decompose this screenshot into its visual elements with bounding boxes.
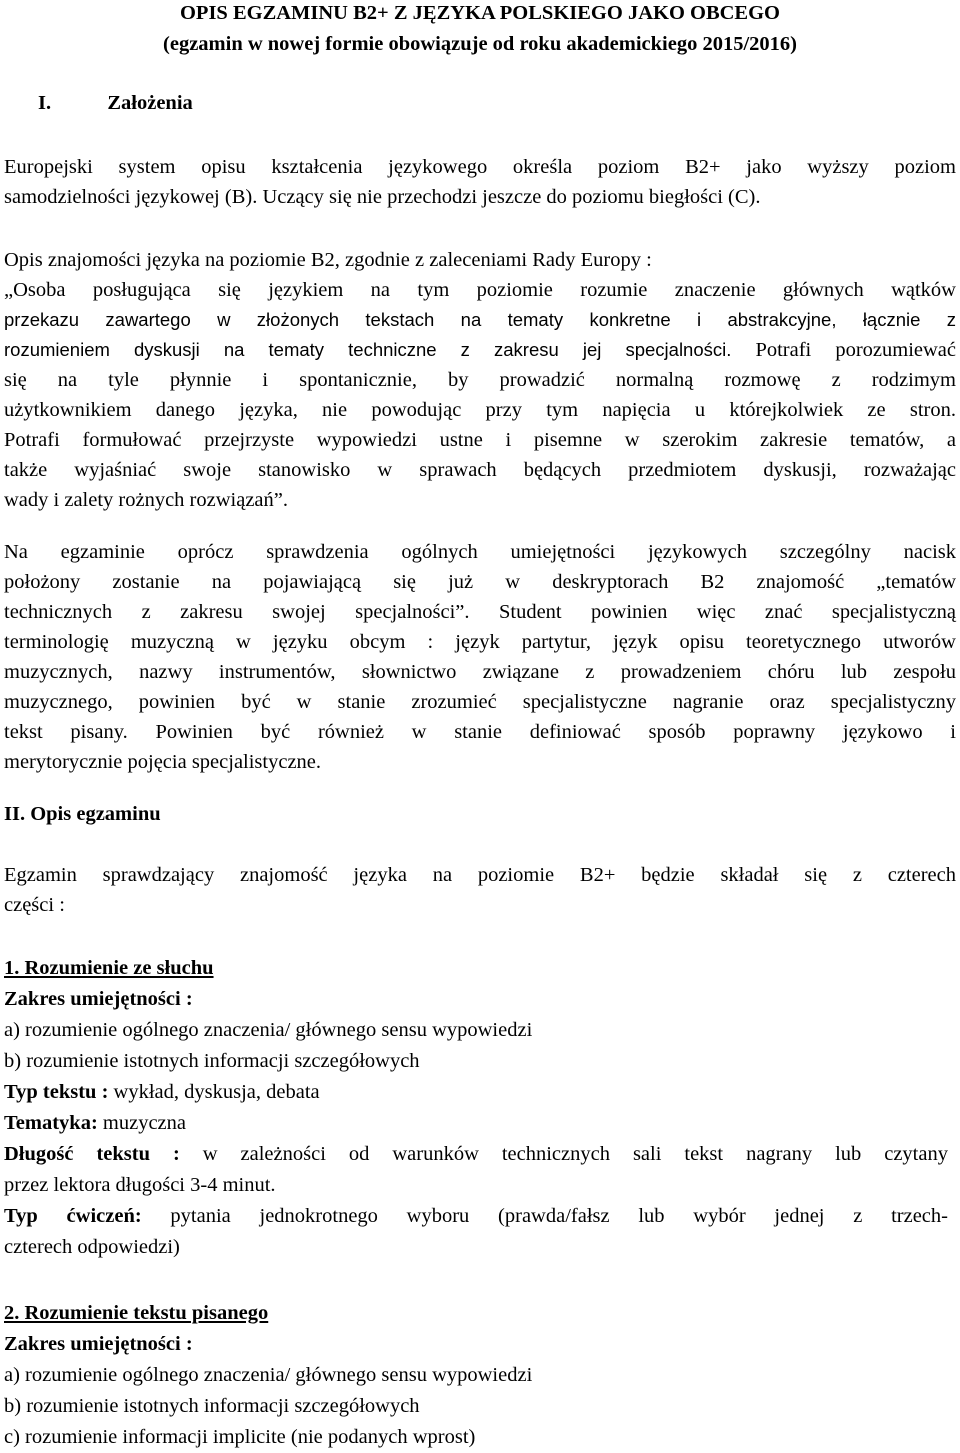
text-line: Potrafi formułować przejrzyste wypowiedzi ustne i pisemne w szerokim zakresie tematów, a: [4, 429, 956, 451]
text-fragment: rozumieniem dyskusji na tematy techniczne z zakresu jej specjalności.: [4, 339, 732, 360]
text-line: Na egzaminie oprócz sprawdzenia ogólnych umiejętności językowych szczególny nacisk: [4, 541, 956, 563]
part-2-block: [0, 1298, 960, 1453]
title-line-1: OPIS EGZAMINU B2+ Z JĘZYKA POLSKIEGO JAKO OBCEGO: [179, 2, 780, 24]
part-2-heading: 2. Rozumienie tekstu pisanego: [4, 1302, 269, 1324]
part-2-skill-a: a) rozumienie ogólnego znaczenia/ głównego sensu wypowiedzi: [4, 1364, 533, 1386]
text-line: muzycznego, powinien być w stanie zrozumieć specjalistyczne nagranie oraz specjalistyczny: [4, 691, 956, 713]
text-line: tekst pisany. Powinien być również w stanie definiować sposób poprawny językowo i: [4, 721, 956, 743]
text-line: części :: [4, 894, 65, 916]
section-1-number: I.: [38, 92, 52, 114]
text-line: Opis znajomości języka na poziomie B2, zgodnie z zaleceniami Rady Europy :: [4, 249, 652, 271]
part-2-skill-c: c) rozumienie informacji implicite (nie podanych wprost): [4, 1426, 476, 1448]
part-1-exercise-cont: czterech odpowiedzi): [4, 1236, 180, 1258]
text-line: Europejski system opisu kształcenia językowego określa poziom B2+ jako wyższy poziom: [4, 156, 956, 178]
text-fragment: Potrafi porozumiewać: [731, 339, 956, 361]
text-type-label: Typ tekstu :: [4, 1081, 109, 1103]
section-1-paragraph-1: [0, 152, 960, 212]
section-1-heading: [38, 88, 193, 118]
text-line: „Osoba posługująca się językiem na tym poziomie rozumie znaczenie głównych wątków: [4, 279, 956, 301]
document-title: [0, 0, 960, 60]
text-line: się na tyle płynnie i spontanicznie, by prowadzić normalną rozmowę z rodzimym: [4, 369, 956, 391]
text-line: muzycznych, nazwy instrumentów, słownictwo związane z prowadzeniem chóru lub zespołu: [4, 661, 956, 683]
part-1-skill-b: b) rozumienie istotnych informacji szczegółowych: [4, 1050, 420, 1072]
exercise-value: pytania jednokrotnego wyboru (prawda/fałsz lub wybór jednej z trzech-: [141, 1205, 948, 1227]
text-line: położony zostanie na pojawiającą się już w deskryptorach B2 znajomość „tematów: [4, 571, 956, 593]
text-line: terminologię muzyczną w języku obcym : język partytur, język opisu teoretycznego utworów: [4, 631, 956, 653]
text-type-value: wykład, dyskusja, debata: [108, 1081, 320, 1103]
part-2-skill-b: b) rozumienie istotnych informacji szczegółowych: [4, 1395, 420, 1417]
part-1-topic: [0, 1108, 960, 1139]
part-1-text-type: [0, 1077, 960, 1108]
part-1-heading: 1. Rozumienie ze słuchu: [4, 957, 214, 979]
text-line: technicznych z zakresu swojej specjalności”. Student powinien więc znać specjalistyczną: [4, 601, 956, 623]
text-line: także wyjaśniać swoje stanowisko w sprawach będących przedmiotem dyskusji, rozważając: [4, 459, 956, 481]
text-line: [4, 335, 956, 365]
part-1-length-cont: przez lektora długości 3-4 minut.: [4, 1174, 276, 1196]
part-2-skills-label: Zakres umiejętności :: [4, 1333, 193, 1355]
exercise-label: Typ ćwiczeń:: [4, 1205, 142, 1227]
section-1-paragraph-3: [0, 537, 960, 777]
length-value: w zależności od warunków technicznych sali tekst nagrany lub czytany: [179, 1143, 948, 1165]
part-1-skill-a: a) rozumienie ogólnego znaczenia/ głównego sensu wypowiedzi: [4, 1019, 533, 1041]
text-line: przekazu zawartego w złożonych tekstach na tematy konkretne i abstrakcyjne, łącznie z: [4, 309, 956, 330]
part-1-exercise: [0, 1201, 952, 1232]
text-line: merytorycznie pojęcia specjalistyczne.: [4, 751, 322, 773]
text-line: użytkownikiem danego języka, nie powodując przy tym napięcia u którejkolwiek ze stron.: [4, 399, 956, 421]
text-line: Egzamin sprawdzający znajomość języka na poziomie B2+ będzie składał się z czterech: [4, 864, 956, 886]
section-1-title: Założenia: [107, 92, 193, 114]
part-1-length: [0, 1139, 952, 1170]
topic-label: Tematyka:: [4, 1112, 98, 1134]
text-line: wady i zalety rożnych rozwiązań”.: [4, 489, 289, 511]
length-label: Długość tekstu :: [4, 1143, 180, 1165]
text-line: samodzielności językowej (B). Uczący się nie przechodzi jeszcze do poziomu biegłości (C).: [4, 186, 761, 208]
section-2-heading: II. Opis egzaminu: [4, 803, 161, 825]
section-1-paragraph-2: [0, 245, 960, 515]
section-2-intro: [0, 860, 960, 920]
part-1-skills-label: Zakres umiejętności :: [4, 988, 193, 1010]
title-line-2: (egzamin w nowej formie obowiązuje od roku akademickiego 2015/2016): [163, 33, 797, 55]
part-1-block: [0, 953, 960, 1263]
topic-value: muzyczna: [97, 1112, 186, 1134]
